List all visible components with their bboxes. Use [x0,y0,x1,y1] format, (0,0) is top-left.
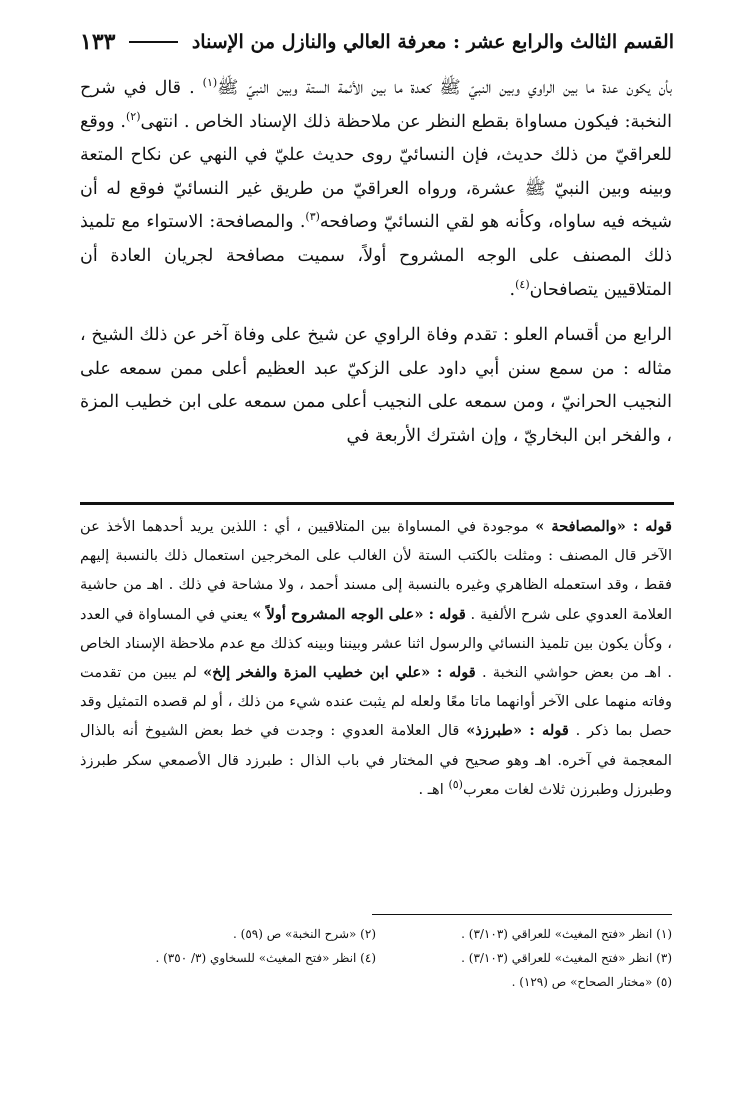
footnote-ref: (٢) [125,109,141,123]
running-header [80,22,674,62]
quote-heading: قوله : «علي ابن خطيب المزة والفخر إلخ» [203,664,476,682]
text-segment: لم يبين من تقدمت وفاته منهما على الآخر أوانهما ماتا معًا ولعله لم يثبت عنده شيء من ذلك ، أو لم قصده التمثيل وقد حصل بما ذكر . [80,664,672,740]
footnotes [80,922,672,994]
text-segment: . والمصافحة: الاستواء مع تلميذ ذلك المصنف على الوجه المشروح أولاً، سميت مصافحة لجريان العادة أن المتلاقيين يتصافحان [80,212,672,300]
text-segment: موجودة في المساواة بين المتلاقيين ، أي : اللذين يريد أحدهما الأخذ عن الآخر قال المصنف : ومثلت بالكتب الستة لأن الغالب على المخرجين استعمال ذلك بالنسبة إليهم فقط ، وقد استعمله الظاهري وغيره بالنسبة إلى مسند أحمد ، ولا مشاحة في ذلك . اهـ من حاشية العلامة العدوي على شرح الألفية . [80,518,673,623]
commentary-text [80,512,672,804]
footnote-rule [372,914,672,915]
text-segment: قال العلامة العدوي : وجدت في خط بعض الشيوخ أنه بالذال المعجمة في آخره. اهـ وهو صحيح في المختار في باب الذال : طبرزد قال الأصمعي سكر طبرزذ وطبرزل وطبرزن ثلاث لغات معرب [80,722,672,798]
footnote-ref: (٥) [448,777,463,791]
chapter-title: القسم الثالث والرابع عشر : معرفة العالي والنازل من الإسناد [191,31,674,53]
footnote-ref: (٣) [305,210,320,224]
footnote-ref: (٤) [515,277,530,291]
footnote-row [80,946,672,970]
text-segment: يعني في المساواة في العدد ، وكأن يكون بين تلميذ النسائي والرسول اثنا عشر وبيننا وبينه كذلك مع عدم ملاحظة الإسناد الخاص . اهـ من بعض حواشي النخبة . [80,605,672,682]
main-paragraph-1 [80,72,672,307]
main-text [80,72,672,454]
quote-heading: قوله : «والمصافحة » [535,518,672,535]
header-rule [129,41,177,43]
text-segment: . قال في شرح النخبة: فيكون مساواة بقطع النظر عن ملاحظة ذلك الإسناد الخاص . انتهى [80,78,672,132]
text-segment: اهـ . [418,780,449,798]
footnote-5: (٥) «مختار الصحاح» ص (١٢٩) . [511,975,672,989]
main-paragraph-2: الرابع من أقسام العلو : تقدم وفاة الراوي عن شيخ على وفاة آخر عن ذلك الشيخ ، مثاله : من سمع سنن أبي داود على الزكيّ عبد العظيم أعلى ممن سمعه على النجيب الحرانيّ ، ومن سمعه على النجيب أعلى ممن سمعه على ابن خطيب المزة ، والفخر ابن البخاريّ ، وإن اشترك الأربعة في [80,325,672,446]
text-segment: . [509,279,516,300]
commentary-paragraph [80,512,672,804]
quote-heading: قوله : «على الوجه المشروح أولاً » [252,605,466,623]
footnote-ref: (١) [202,76,218,90]
footnote-row [80,922,672,946]
commentary-separator [80,502,674,505]
footnote-row [80,970,672,994]
quote-heading: قوله : «طبرزذ» [466,722,569,740]
text-segment: . ووقع للعراقيّ من ذلك حديث، فإن النسائيّ روى حديث عليّ في النهي عن نكاح المتعة وبينه وبين النبيّ ﷺ عشرة، ورواه العراقيّ من طريق غير النسائيّ فوقع له أن شيخه فيه ساواه، وكأنه هو لقي النسائيّ وصافحه [80,111,672,233]
text-segment: بأن يكون عدة ما بين الراوي وبين النبيّ ﷺ كعدة ما بين الأئمة الستة وبين النبيّ ﷺ [217,78,672,98]
page-number: ١٣٣ [80,29,116,55]
footnote-3: (٣) انظر «فتح المغيث» للعراقي (٣/١٠٣) . [461,951,672,965]
footnote-1: (١) انظر «فتح المغيث» للعراقي (٣/١٠٣) . [461,927,672,941]
footnote-2: (٢) «شرح النخبة» ص (٥٩) . [233,927,376,941]
footnote-4: (٤) انظر «فتح المغيث» للسخاوي (٣/ ٣٥٠) . [155,951,376,965]
